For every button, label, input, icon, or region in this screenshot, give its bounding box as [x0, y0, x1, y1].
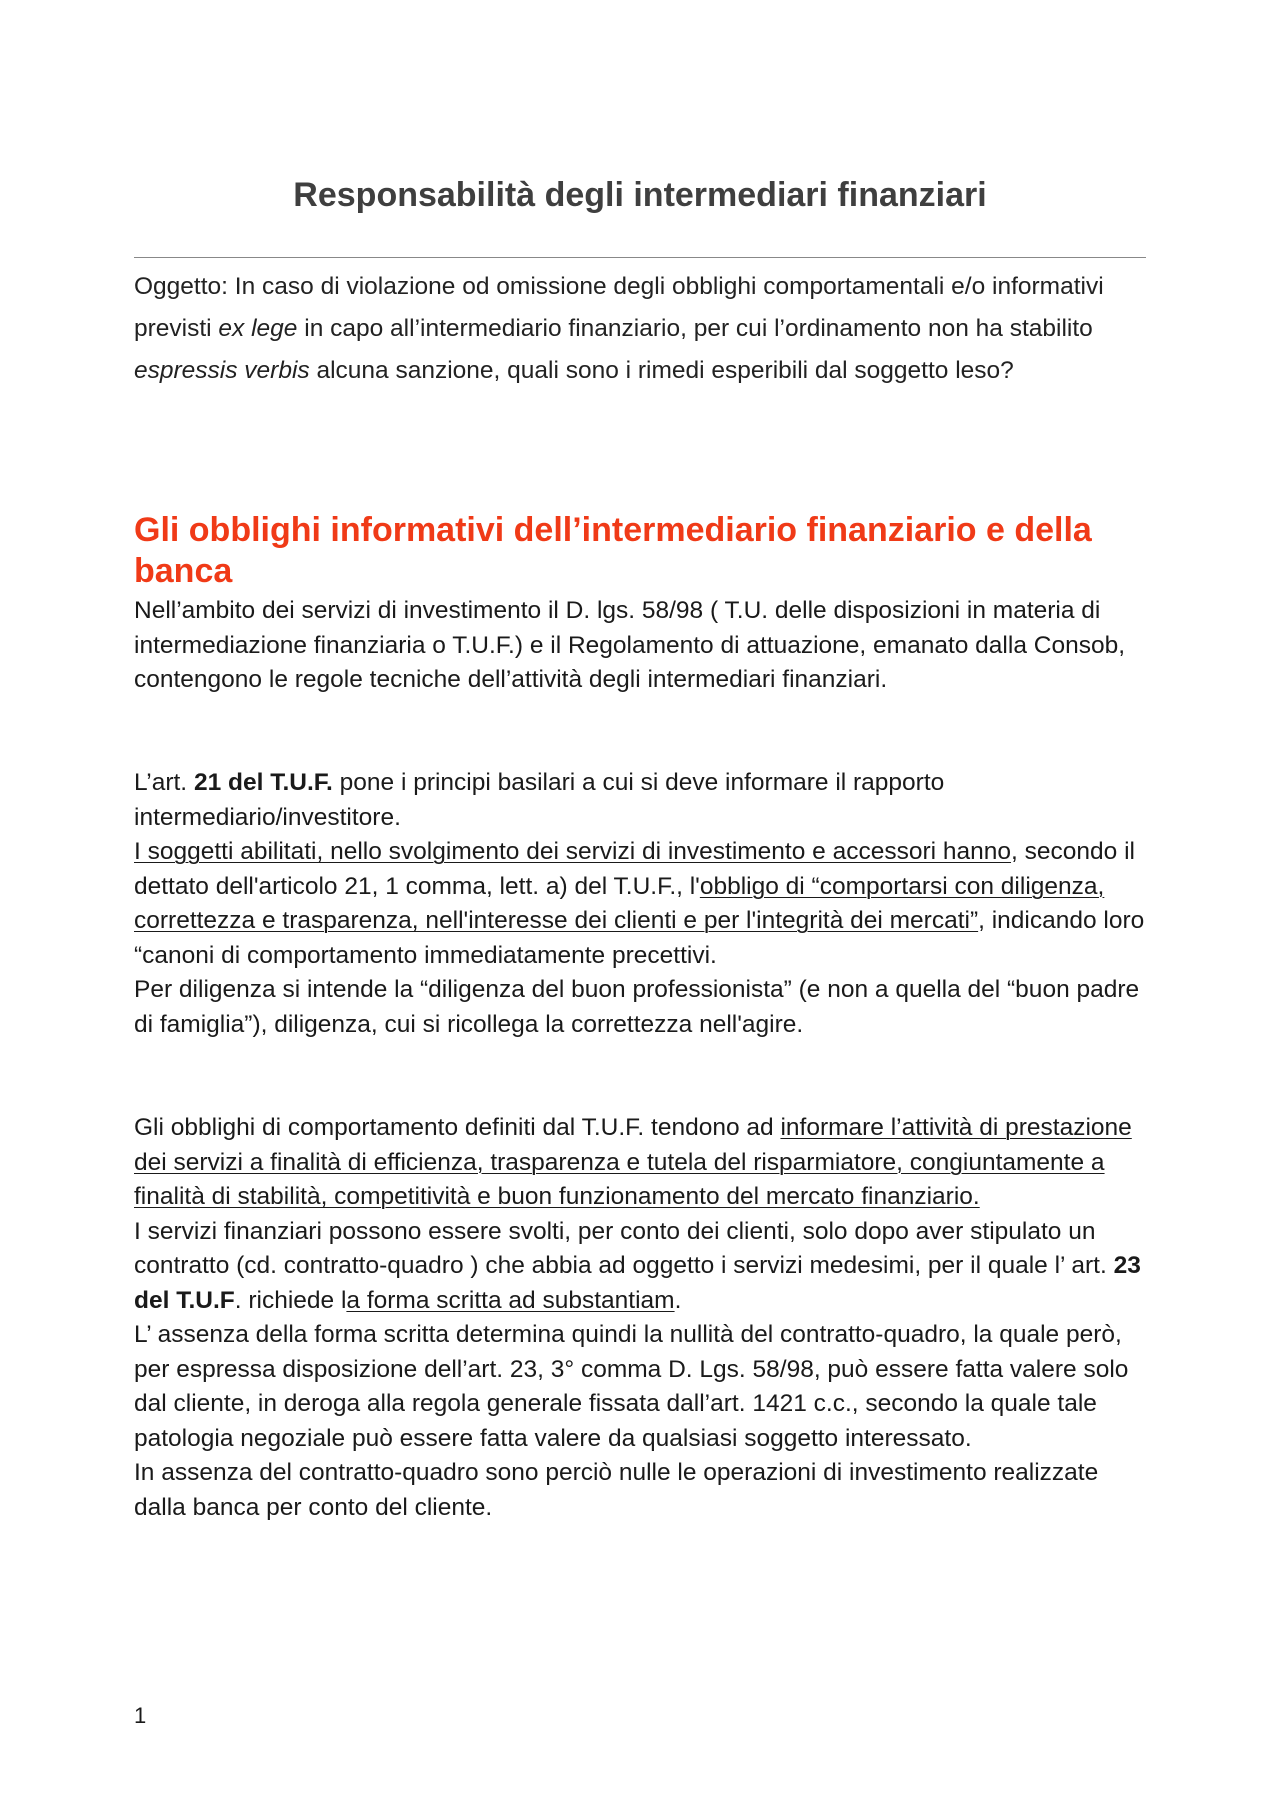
oggetto-text-1: Oggetto: In caso di violazione od omissione degli obblighi comportamentali e/o informativi previsti: [134, 273, 1104, 342]
paragraph-3: [134, 1111, 1146, 1525]
paragraph-1: Nell’ambito dei servizi di investimento il D. lgs. 58/98 ( T.U. delle disposizioni in materia di intermediazione finanziaria o T.U.F.) e il Regolamento di attuazione, emanato dalla Consob, contengono le regole tecniche dell’attività degli intermediari finanziari.: [134, 597, 1126, 693]
oggetto-paragraph: [134, 266, 1146, 392]
para3-text-1: Gli obblighi di comportamento definiti dal T.U.F. tendono ad: [134, 1114, 781, 1141]
para3-text-4: .: [674, 1286, 682, 1314]
paragraph-3-servizi: [134, 1215, 1146, 1319]
para3-text-3: . richiede l: [234, 1286, 347, 1314]
document-title: Responsabilità degli intermediari finanziari: [293, 176, 987, 214]
para3-text-2: I servizi finanziari possono essere svolti, per conto dei clienti, solo dopo aver stipulato un contratto (cd. contratto-quadro ) che abbia ad oggetto i servizi medesimi, per il quale l’ art.: [134, 1217, 1114, 1279]
para2-text-3: , secondo il dettato dell'articolo 21, 1 comma, lett. a) del T.U.F., l': [134, 838, 1135, 900]
paragraph-3-obblighi: [134, 1111, 1146, 1215]
oggetto-italic-ex-lege: ex lege: [218, 315, 298, 342]
title-divider: [134, 257, 1146, 258]
oggetto-text-2: in capo all’intermediario finanziario, per cui l’ordinamento non ha stabilito: [297, 315, 1093, 342]
paragraph-3-nullita: In assenza del contratto-quadro sono perciò nulle le operazioni di investimento realizzate dalla banca per conto del cliente.: [134, 1459, 1099, 1521]
para2-text-2: pone i principi basilari a cui si deve informare il rapporto intermediario/investitore.: [134, 769, 945, 831]
paragraph-3-assenza: L’ assenza della forma scritta determina quindi la nullità del contratto-quadro, la quale però, per espressa disposizione dell’art. 23, 3° comma D. Lgs. 58/98, può essere fatta valere solo dal cliente, in deroga alla regola generale fissata dall’art. 1421 c.c., secondo la quale tale patologia negoziale può essere fatta valere da qualsiasi soggetto interessato.: [134, 1321, 1129, 1452]
oggetto-italic-espressis-verbis: espressis verbis: [134, 357, 310, 384]
page-number: 1: [134, 1703, 147, 1728]
para3-bold-art23: 23 del T.U.F: [134, 1252, 1141, 1314]
paragraph-2: [134, 766, 1146, 1042]
para2-underline-soggetti: I soggetti abilitati, nello svolgimento dei servizi di investimento e accessori hanno: [134, 838, 1012, 865]
oggetto-text-3: alcuna sanzione, quali sono i rimedi esperibili dal soggetto leso?: [309, 357, 1014, 384]
paragraph-2-art21: [134, 766, 1146, 835]
para2-bold-art21: 21 del T.U.F.: [193, 769, 333, 796]
para2-underline-obbligo: obbligo di “comportarsi con diligenza, correttezza e trasparenza, nell'interesse dei clienti e per l'integrità dei mercati”: [134, 872, 1105, 934]
paragraph-2-diligenza: Per diligenza si intende la “diligenza del buon professionista” (e non a quella del “buon padre di famiglia”), diligenza, cui si ricollega la correttezza nell'agire.: [134, 976, 1140, 1038]
section-heading: Gli obblighi informativi dell’intermediario finanziario e della banca: [134, 511, 1092, 590]
paragraph-2-soggetti: [134, 835, 1146, 973]
para2-text-1: L’art.: [134, 769, 194, 796]
para3-underline-forma-scritta: a forma scritta ad substantiam: [346, 1286, 675, 1314]
para3-underline-informare: informare l’attività di prestazione dei servizi a finalità di efficienza, trasparenza e tutela del risparmiatore, congiuntamente a finalità di stabilità, competitività e buon funzionamento del mercato finanziario.: [134, 1114, 1132, 1210]
para2-text-4: , indicando loro “canoni di comportamento immediatamente precettivi.: [134, 907, 1145, 969]
